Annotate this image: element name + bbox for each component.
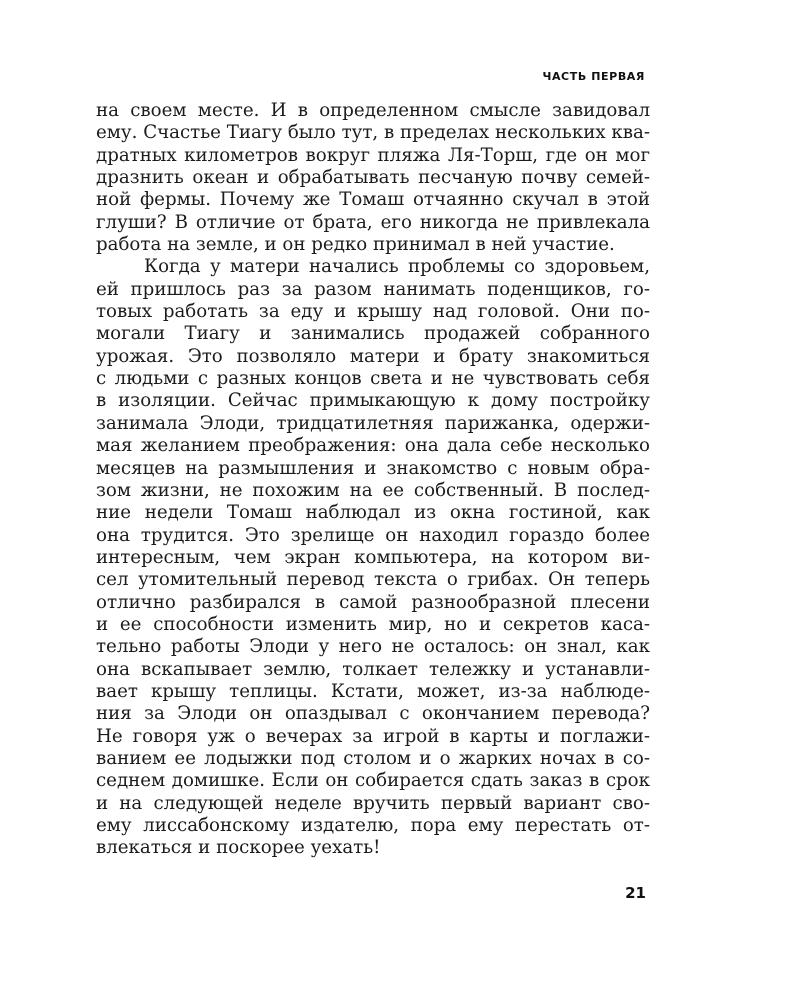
text-line: ему. Счастье Тиагу было тут, в пределах нескольких ква- [96, 122, 650, 144]
text-line: влекаться и поскорее уехать! [96, 837, 381, 859]
text-line: работа на земле, и он редко принимал в ней участие. [96, 234, 615, 256]
text-line: вает крышу теплицы. Кстати, может, из-за наблюде- [96, 680, 650, 702]
text-line: ей пришлось раз за разом нанимать поденщиков, го- [96, 278, 650, 300]
text-line: мая желанием преображения: она дала себе несколько [96, 435, 650, 457]
text-line: могали Тиагу и занимались продажей собранного [96, 323, 650, 345]
text-line: ния за Элоди он опаздывал с окончанием перевода? [96, 703, 650, 725]
page-number: 21 [625, 884, 646, 902]
text-line: дратных километров вокруг пляжа Ля-Торш, где он мог [96, 144, 650, 166]
text-line: товых работать за еду и крышу над головой. Они по- [96, 301, 650, 323]
text-line: Не говоря уж о вечерах за игрой в карты и поглажи- [96, 725, 650, 747]
body-text [96, 100, 650, 860]
text-line: ной фермы. Почему же Томаш отчаянно скучал в этой [96, 189, 650, 211]
text-line: занимала Элоди, тридцатилетняя парижанка, одержи- [96, 412, 650, 434]
running-header: ЧАСТЬ ПЕРВАЯ [542, 70, 645, 83]
paragraph-2 [96, 256, 650, 859]
text-line: ванием ее лодыжки под столом и о жарких ночах в со- [96, 747, 650, 769]
text-line: она трудится. Это зрелище он находил гораздо более [96, 524, 650, 546]
text-line: ему лиссабонскому издателю, пора ему перестать от- [96, 815, 650, 836]
text-line: дразнить океан и обрабатывать песчаную почву семей- [96, 167, 650, 189]
text-line: на своем месте. И в определенном смысле завидовал [96, 100, 650, 121]
text-line: отлично разбирался в самой разнообразной плесени [96, 591, 650, 613]
text-line: интересным, чем экран компьютера, на котором ви- [96, 546, 650, 568]
text-line: ние недели Томаш наблюдал из окна гостиной, как [96, 502, 650, 524]
text-line: урожая. Это позволяло матери и брату знакомиться [96, 345, 650, 367]
text-line: она вскапывает землю, толкает тележку и устанавли- [96, 658, 650, 680]
text-line: и на следующей неделе вручить первый вариант сво- [96, 792, 650, 814]
text-line: в изоляции. Сейчас примыкающую к дому постройку [96, 390, 650, 412]
paragraph-1 [96, 100, 650, 256]
text-line: зом жизни, не похожим на ее собственный. В послед- [96, 479, 650, 501]
text-line: с людьми с разных концов света и не чувствовать себя [96, 368, 650, 390]
text-line: и ее способности изменить мир, но и секретов каса- [96, 613, 650, 635]
text-line: седнем домишке. Если он собирается сдать заказ в срок [96, 770, 650, 792]
text-line: тельно работы Элоди у него не осталось: он знал, как [96, 636, 650, 658]
text-line: сел утомительный перевод текста о грибах. Он теперь [96, 569, 650, 591]
text-line: глуши? В отличие от брата, его никогда не привлекала [96, 211, 650, 233]
text-line: Когда у матери начались проблемы со здоровьем, [144, 256, 650, 278]
text-line: месяцев на размышления и знакомство с новым обра- [96, 457, 650, 479]
